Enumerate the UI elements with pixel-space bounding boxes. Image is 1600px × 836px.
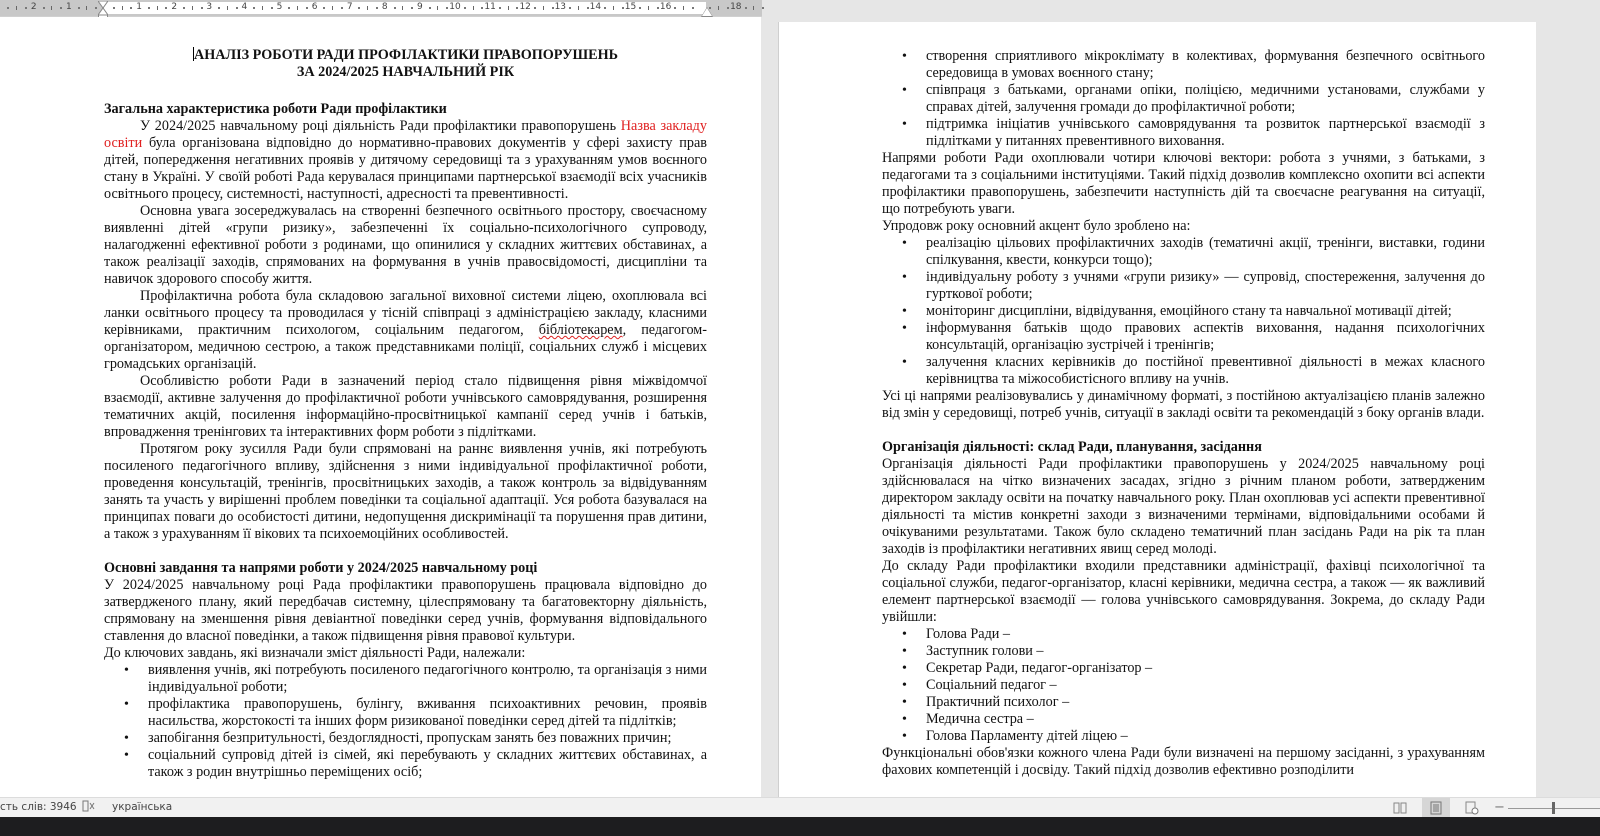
ruler-dot [446,7,448,9]
ruler-tick [122,6,123,10]
list-item: • Соціальний педагог – [882,677,1485,694]
ruler-dot [358,7,360,9]
ruler-number: 8 [381,2,388,12]
paragraph: Напрями роботи Ради охоплювали чотири ключові вектори: робота з учнями, з батьками, з педагогами та з соціальними інституціями. Такий підхід дозволив комплексно охопити всі аспекти профілактики правопорушень, забезпечити наступність дій та своєчасне реагування на ситуації, що потребують уваги. [882,150,1485,217]
ruler-dot [534,7,536,9]
members-list [882,626,1485,745]
workspace-margin [1536,22,1600,797]
ruler-tick [613,6,614,10]
ruler-dot [762,7,764,9]
ruler-number: 2 [30,2,37,12]
ruler-dot [306,7,308,9]
ruler-dot [657,7,659,9]
ruler-dot [674,7,676,9]
list-item: • запобігання безпритульності, бездоглядності, пропускам занять без поважних причин; [104,730,707,747]
ruler-number: 11 [484,2,496,12]
list-item: • Практичний психолог – [882,694,1485,711]
ruler-tick [718,6,719,10]
status-bar [0,797,1600,818]
ruler-dot [429,7,431,9]
ruler-tick [683,6,684,10]
ruler-tick [86,6,87,10]
ruler-dot [60,7,62,9]
list-item: • співпраця з батьками, органами опіки, поліцією, медичними установами, службами у справах дітей, залучення громади до профілактичної роботи; [882,82,1485,116]
ruler-dot [271,7,273,9]
ruler-tick [648,6,649,10]
ruler-dot [218,7,220,9]
list-item: • Секретар Ради, педагог-організатор – [882,660,1485,677]
ruler-ticks [0,0,762,16]
ruler-dot [604,7,606,9]
paragraph: Протягом року зусилля Ради були спрямовані на раннє виявлення учнів, які потребують посиленого педагогічного впливу, здійснення з ними індивідуальної профілактичної роботи, проведення консультацій, тренінгів, просвітницьких заходів, а також контроль за відвідуванням занять та участь у вирішенні проблем поведінки та соціальної адаптації. Уся робота базувалася на принципах поваги до особистості дитини, недопущення дискримінації та порушення прав дитини, а також з урахуванням її вікових та психоемоційних особливостей. [104,441,707,542]
list-item: • профілактика правопорушень, булінгу, вживання психоактивних речовин, проявів насильства, жорстокості та інших форм ризикованої поведінки серед дітей та підлітків; [104,696,707,730]
language-indicator[interactable]: українська [112,801,173,813]
page-content-left[interactable] [104,47,707,781]
ruler-tick [192,6,193,10]
paragraph: Функціональні обов'язки кожного члена Ради були визначені на першому засіданні, з урахуванням фахових компетенцій і досвіду. Такий підхід дозволив ефективно розподілити [882,745,1485,778]
ruler-tick [157,6,158,10]
list-item: • Голова Парламенту дітей ліцею – [882,728,1485,745]
list-item: • підтримка ініціатив учнівського самоврядування та розвиток партнерської взаємодії з підлітками у питаннях превентивного виховання. [882,116,1485,150]
list-item: • Заступник голови – [882,643,1485,660]
ruler-dot [113,7,115,9]
book-check-icon[interactable] [82,799,96,816]
list-item: • створення сприятливого мікроклімату в колективах, формування безпечного освітнього середовища в умовах воєнного стану; [882,48,1485,82]
paragraph: До складу Ради профілактики входили представники адміністрації, фахівці психологічної та соціальної служби, педагог-організатор, класні керівники, медична сестра, а також — як важливий елемент партнерської взаємодії — голова учнівського самоврядування. Зокрема, до складу Ради увійшли: [882,558,1485,625]
ruler-tick [51,6,52,10]
ruler-dot [411,7,413,9]
ruler-dot [587,7,589,9]
list-item: • інформування батьків щодо правових аспектів виховання, надання психологічних консультацій, організацію зустрічей і тренінгів; [882,320,1485,354]
ruler-number: 13 [554,2,567,12]
ruler-tick [367,6,368,10]
ruler-dot [43,7,45,9]
ruler-dot [639,7,641,9]
tasks-list [104,662,707,781]
web-layout-icon[interactable] [1458,798,1486,818]
horizontal-ruler[interactable] [0,0,762,17]
ruler-tick [508,6,509,10]
ruler-dot [25,7,27,9]
ruler-dot [148,7,150,9]
paragraph: До ключових завдань, які визначали зміст діяльності Ради, належали: [104,645,526,661]
ruler-dot [516,7,518,9]
list-item: • моніторинг дисципліни, відвідування, емоційного стану та навчальної мотивації дітей; [882,303,1485,320]
ruler-dot [236,7,238,9]
ruler-dot [394,7,396,9]
paragraph: Упродовж року основний акцент було зроблено на: [882,218,1191,234]
title-line-1: АНАЛІЗ РОБОТИ РАДИ ПРОФІЛАКТИКИ ПРАВОПОРУШЕНЬ [194,47,618,63]
ruler-dot [499,7,501,9]
ruler-number: 9 [417,2,423,12]
document-page-right[interactable] [778,22,1538,797]
ruler-dot [552,7,554,9]
list-item: • виявлення учнів, які потребують посиленого педагогічного контролю, та організація з ними індивідуальної роботи; [104,662,707,696]
ruler-tick [332,6,333,10]
ruler-number: 3 [206,2,213,12]
ruler-dot [253,7,255,9]
ruler-dot [288,7,290,9]
print-layout-icon[interactable] [1422,798,1450,818]
zoom-out-button[interactable]: − [1494,800,1505,815]
ruler-number: 15 [624,2,637,12]
ruler-dot [727,7,729,9]
ruler-number: 1 [136,2,142,12]
document-page-left[interactable] [0,17,761,797]
paragraph: У 2024/2025 навчальному році діяльність Ради профілактики правопорушень Назва закладу освіти була організована відповідно до нормативно-правових документів у сфері захисту прав дітей, попередження негативних проявів у дитячому середовищі та з урахуванням умов воєнного стану в Україні. У своїй роботі Рада керувалася принципами партнерської взаємодії всіх учасників освітнього процесу, системності, наступності, адресності та превентивності. [104,118,707,202]
ruler-dot [7,7,9,9]
paragraph: Профілактична робота була складовою загальної виховної системи ліцею, охоплювала всі ланки освітнього процесу та проводилася у тісній співпраці з адміністрацією закладу, класними керівниками, практичним психологом, соціальним педагогом, бібліотекарем, педагогом-організатором, медичною сестрою, а також представниками поліції, соціальних служб і місцевих громадських організацій. [104,288,707,372]
ruler-number: 6 [311,2,318,12]
list-item: • залучення класних керівників до постійної превентивної діяльності в межах класного керівництва та міжособистісного впливу на учнів. [882,354,1485,388]
ruler-dot [341,7,343,9]
focus-list [882,235,1485,388]
ruler-number: 4 [241,2,248,12]
ruler-dot [130,7,132,9]
ruler-tick [578,6,579,10]
ruler-dot [78,7,80,9]
ruler-dot [745,7,747,9]
page-content-right[interactable] [882,48,1485,779]
placeholder-school-name[interactable]: Назва закладу освіти [104,118,707,151]
section-heading-general: Загальна характеристика роботи Ради профілактики [104,101,447,117]
ruler-number: 16 [659,2,672,12]
paragraph: Організація діяльності Ради профілактики правопорушень у 2024/2025 навчальному році здійснювалася на чітко визначених засадах, згідно з річним планом роботи, затвердженим директором закладу освіти на початку навчального року. План охоплював усі аспекти превентивної діяльності та містив конкретні заходи з визначеними термінами, відповідальними особами й очікуваними результатами. Також було складено тематичний план засідань Ради на рік та план заходів із профілактики негативних явищ серед молоді. [882,456,1485,557]
word-count[interactable]: сть слів: 3946 [0,801,77,813]
ruler-dot [692,7,694,9]
taskbar [0,817,1600,836]
read-mode-icon[interactable] [1386,798,1414,818]
ruler-tick [227,6,228,10]
list-item: • індивідуальну роботу з учнями «групи ризику» — супровід, спостереження, залучення до гурткової роботи; [882,269,1485,303]
ruler-tick [473,6,474,10]
ruler-dot [569,7,571,9]
paragraph: Усі ці напрями реалізовувались у динамічному форматі, з постійною актуалізацією планів залежно від змін у середовищі, потреб учнів, ситуації в закладі освіти та рекомендацій з боку органів влади. [882,388,1485,421]
ruler-dot [323,7,325,9]
ruler-tick [543,6,544,10]
ruler-tick [297,6,298,10]
ruler-dot [165,7,167,9]
right-indent-marker-fill[interactable] [702,8,712,16]
title-line-2: ЗА 2024/2025 НАВЧАЛЬНИЙ РІК [296,64,515,80]
ruler-tick [753,6,754,10]
ruler-number: 12 [519,2,531,12]
ruler-dot [201,7,203,9]
ruler-dot [183,7,185,9]
document-title [104,47,707,81]
spelling-error-word[interactable]: бібліотекарем [538,322,623,338]
list-item: • Голова Ради – [882,626,1485,643]
list-item: • Медична сестра – [882,711,1485,728]
ruler-number: 5 [276,2,283,12]
ruler-tick [402,6,403,10]
ruler-number: 7 [346,2,353,12]
ruler-number: 2 [171,2,178,12]
ruler-number: 14 [589,2,602,12]
zoom-slider-thumb[interactable] [1552,802,1555,814]
ruler-dot [376,7,378,9]
paragraph: У 2024/2025 навчальному році Рада профілактики правопорушень працювала відповідно до затвердженого плану, який передбачав системну, цілеспрямовану та багатовекторну діяльність, спрямовану на зменшення рівня девіантної поведінки серед учнів, формування відповідального ставлення до власної поведінки, а також підвищення рівня правової культури. [104,577,707,644]
ruler-dot [622,7,624,9]
ruler-dot [481,7,483,9]
ruler-number: 18 [730,2,742,12]
list-item: • соціальний супровід дітей із сімей, які перебувають у складних життєвих обставинах, а також з родин внутрішньо переміщених осіб; [104,747,707,781]
ruler-dot [464,7,466,9]
ruler-tick [16,6,17,10]
ruler-dot [95,7,97,9]
ruler-tick [262,6,263,10]
ruler-number: 10 [449,2,461,12]
section-heading-organization: Організація діяльності: склад Ради, планування, засідання [882,439,1262,455]
paragraph: Основна увага зосереджувалась на створенні безпечного освітнього простору, своєчасному виявленні дітей «групи ризику», забезпеченні їх соціально-психологічного супроводу, налагодженні ефективної роботи з родинами, що опинилися у складних життєвих обставинах, а також реалізації заходів, спрямованих на формування в учнів правосвідомості, дисципліни та навичок здорового способу життя. [104,203,707,287]
ruler-tick [437,6,438,10]
ruler-number: 1 [66,2,72,12]
section-heading-tasks: Основні завдання та напрями роботи у 2024/2025 навчальному році [104,560,538,576]
list-item: • реалізацію цільових профілактичних заходів (тематичні акції, тренінги, виставки, години спілкування, квести, конкурси тощо); [882,235,1485,269]
tasks-list-continued [882,48,1485,150]
paragraph: Особливістю роботи Ради в зазначений період стало підвищення рівня міжвідомчої взаємодії, активне залучення до профілактичної роботи учнівського самоврядування, розширення тематичних акцій, посилення інформаційно-просвітницької кампанії серед учнів і батьків, впровадження тренінгових та інтерактивних форм роботи з підлітками. [104,373,707,440]
